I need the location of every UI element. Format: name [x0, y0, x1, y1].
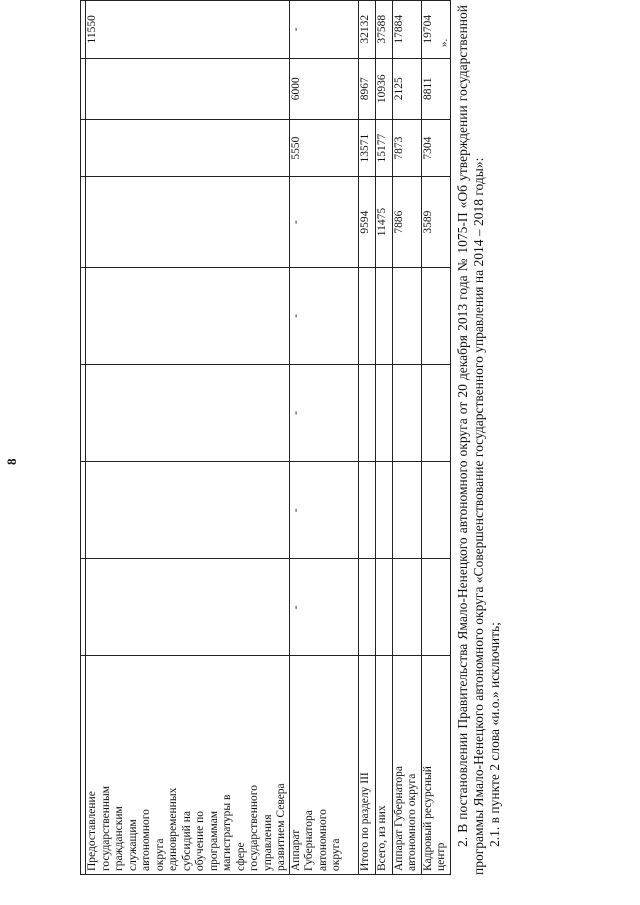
table-cell: 15177	[375, 119, 392, 177]
table-row	[86, 1, 290, 875]
table-cell: 19704	[421, 1, 450, 59]
table-cell: -	[289, 1, 358, 59]
table-cell: 32132	[358, 1, 375, 59]
table-cell: -	[289, 559, 358, 656]
table-cell: 9594	[358, 177, 375, 267]
table-row	[375, 1, 392, 875]
table-cell: 7304	[421, 119, 450, 177]
table-row	[421, 1, 450, 875]
table-cell: 11475	[375, 177, 392, 267]
body-text	[455, 5, 503, 875]
table-cell: 7873	[392, 119, 421, 177]
page-number: 8	[4, 457, 19, 465]
budget-table	[80, 0, 451, 875]
table-cell: -	[289, 177, 358, 267]
closing-quote: ».	[438, 38, 450, 47]
table-cell: -	[289, 462, 358, 559]
table-cell: 3589	[421, 177, 450, 267]
table-cell: 2125	[392, 58, 421, 119]
table-cell: 10936	[375, 58, 392, 119]
table-cell: 17884	[392, 1, 421, 59]
table-cell: 13571	[358, 119, 375, 177]
table-cell: -	[289, 267, 358, 364]
table-row	[358, 1, 375, 875]
paragraph: 2. В постановлении Правительства Ямало-Ненецкого автономного округа от 20 декабря 2013 года № 1075-П «Об утверждении государственной программы Ямало-Ненецкого автономного округа «Совершенствование государственного управления на 2014 – 2018 годы»:	[455, 5, 486, 875]
table-cell: 5550	[289, 119, 358, 177]
row-label: Итого по разделу III	[358, 656, 375, 875]
row-label: Всего, из них	[375, 656, 392, 875]
table-cell: 8967	[358, 58, 375, 119]
table-cell: 7886	[392, 177, 421, 267]
table-cell: 37588	[375, 1, 392, 59]
table-row	[392, 1, 421, 875]
paragraph: 2.1. в пункте 2 слова «и.о.» исключить;	[487, 622, 502, 847]
table-row	[289, 1, 358, 875]
table-cell: 6000	[289, 58, 358, 119]
row-label: Кадровый ресурсный центр	[421, 656, 450, 875]
table-cell: -	[289, 364, 358, 461]
table-cell: 8811	[421, 58, 450, 119]
row-label: Аппарат Губернатора автономного округа	[392, 656, 421, 875]
row-label: Аппарат Губернатора автономного округа	[289, 656, 358, 875]
row-label: Предоставление государственным гражданским служащим автономного округа единовременных субсидий на обучение по программам магистратуры в сфере государственного управления развитием Севера	[86, 656, 290, 875]
table-cell: 11550	[86, 1, 290, 59]
